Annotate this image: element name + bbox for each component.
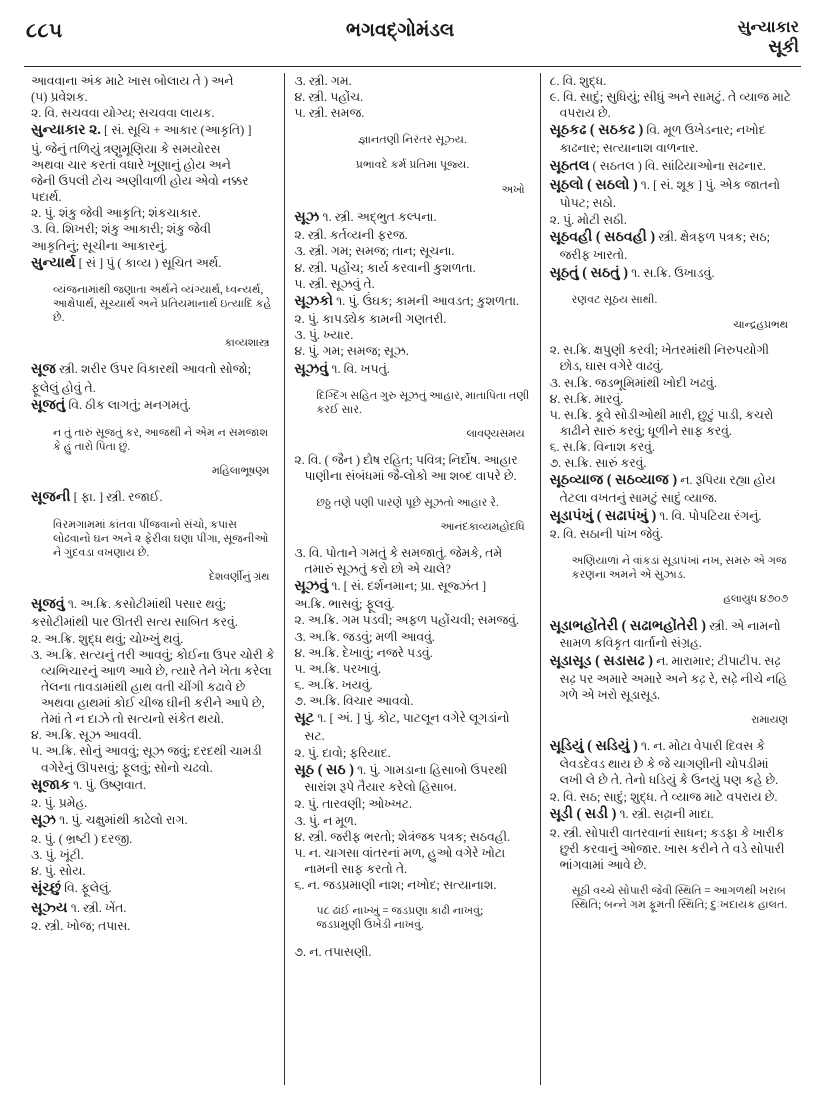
sense-line: પું. જેનું તળિયું ત્રણુમૂણિયા કે સમયોરસ (31, 141, 221, 156)
entry-definition: વિ. ઠીક લાગતું; મનગમતું. (65, 397, 192, 412)
entry-definition: ન. રૂપિયા રહ્યા હોય તેટલા વખતનું સામટું સાદું વ્યાજ. (559, 473, 776, 505)
sense-line: ૨. પું. તારવણી; ઓખ્ખટ. (294, 797, 413, 812)
sense-line: ૨. સ્ત્રી. ખોજ; તપાસ. (31, 919, 131, 934)
entry-headword: સૂડાસૂડ ( સડાસઢ ) (549, 653, 653, 670)
sense-line: ૭. સ.ક્રિ. સારું કરવું. (549, 456, 647, 471)
dictionary-entry (550, 228, 794, 263)
entry-definition: ૧. સ્ત્રી. ખેંત. (67, 900, 127, 915)
dictionary-entry (550, 157, 794, 175)
entry-headword: સૂજ (31, 361, 56, 378)
citation-quote: છઠ્ઠ તણે પણી પારણે પૂછે સૂઝતો આહાર રે. (316, 496, 499, 509)
entry-headword: સૂઝવું (294, 360, 329, 377)
citation-quote: ૫૮ ઢાંઈ નાખ્ખું = જડપ્રણા કાઢી નાખવું; જડપ્રમુણી ઉખેડી નાખવું. (316, 905, 484, 932)
sense-line: ૨. પું. ( ભ્રષ્ટી ) દરજી. (31, 831, 133, 846)
dictionary-entry (550, 176, 794, 211)
sense-line: અથવા ચાર કરતાં વધારે ખૂણાનું હોય અને (31, 157, 231, 172)
sense-line: ૪. પું. ગમ; સમજ; સૂઝ. (294, 344, 409, 359)
sense-line: ૩. વિ. પોતાને ગમતું કે સમજાતું. જેમકે, તમે તમારું સૂઝતું કરો છો એ ચાલે? (294, 545, 503, 576)
sense-line: ૫. સ્ત્રી. સૂઝવું તે. (294, 276, 375, 291)
running-head-line-2: સૂકી (768, 37, 799, 57)
entry-headword: સૂઠવહી ( સઠવહી ) (549, 229, 656, 246)
sense-line: ૬. અ.ક્રિ. ખયવું. (294, 677, 373, 692)
sense-line: ૭. ન. તપાસણી. (294, 944, 372, 959)
sense-line: ૩. અ.ક્રિ. સત્યનું તરી આવવું; કોઈના ઉપર ચોરી કે વ્યભિચારનું આળ આવે છે, ત્યારે તેને ખેતા કરેલા તેલના તાવડામાંથી હાથ વતી ચીંગી કઢાવે છે અથવા હાથમાં કોઈ ચીજ ઘીની કરીને આપે છે, તેમાં તે ન દાઝે તો સત્યનો સંકેત થયો. (31, 647, 275, 727)
sense-line: ૨. સ્ત્રી. કર્તવ્યની ફરજ. (294, 228, 408, 243)
entry-headword: સૂઝ્ય (31, 899, 68, 916)
sense-line: ૪. પું. સોય. (31, 864, 86, 878)
sense-line: ફૂલેલું હોવું તે. (31, 380, 96, 395)
dictionary-entry (550, 737, 794, 788)
entry-headword: સૂજની (31, 489, 71, 506)
sense-line: ૩. અ.ક્રિ. જડવું; મળી આવવું. (294, 629, 435, 644)
dictionary-entry (31, 879, 275, 897)
sense-line: ૨. વિ. સચવવા યોગ્ય; સચવવા લાયક. (31, 106, 215, 121)
entry-definition: [ સં ] પું ( કાવ્ય ) સૂચિત અર્થ. (75, 255, 222, 270)
entry-definition: સ્ત્રી. એ નામનો સામળ કવિકૃત વાર્તાનો સંગ્રહ. (559, 618, 781, 650)
sense-line: ૮. વિ. શુદ્ધ. (549, 74, 607, 88)
citation-source: લાવણ્યસમય (466, 428, 525, 441)
entry-headword: સૂઝવું (294, 577, 329, 594)
dictionary-entry (550, 264, 794, 282)
verse-line: જ્ઞાનતણી નિરંતર સૂઝ્ય. (358, 133, 467, 146)
sense-line: ૪. સ્ત્રી. જરીફ ભરતો; શેત્રંજક પત્રક; સઠવહી. (294, 829, 511, 844)
entry-definition: ૧. સ.ક્રિ. ઉખાડવું. (627, 265, 715, 280)
dictionary-entry (550, 652, 794, 703)
entry-definition: [ સં. સૂચિ + આકાર (આકૃતિ) ] (100, 123, 252, 138)
sense-line: જેની ઉપલી ટોચ અણીવાળી હોય એવો નક્કર (31, 174, 249, 189)
columns-container (22, 73, 803, 1085)
entry-headword: સુન્યાકાર ૨. (31, 122, 101, 139)
dictionary-entry (550, 471, 794, 506)
entry-headword: સુન્યાર્થ (31, 254, 76, 271)
sense-line: ૨. પું. શંકુ જેવી આકૃતિ; શંકચાકાર. (31, 206, 201, 221)
sense-line: ૨. વિ. સઠાની પાંખ જેવું. (549, 527, 663, 542)
sense-line: ૩. પું. ખૂંટી. (31, 847, 84, 862)
entry-definition: ૧. [ સં. શૂક ] પું. એક જાતનો પોપટ; સઠો. (559, 178, 781, 210)
dictionary-entry (294, 577, 530, 595)
entry-definition: ન. મારામાર; ટીપાટીપ. સઢ઼઼ સઢ઼ પર અમારે અમારે અને કઢ઼ રે, સઢ઼ે નીચે નહિ ગળે એ ખરો સૂડાસૂડ. (559, 654, 788, 702)
sense-line: આવવાના અંક માટે ખાસ બોલાય તે ) અને (31, 74, 234, 88)
entry-definition: ( સઠતલ ) વિ. સાંઢિયાઓના સઢનાર. (589, 158, 766, 173)
dictionary-entry (294, 208, 530, 226)
sense-line: ૬. ન. જડપ્રમાણી નાશ; નખોદ; સત્યાનાશ. (294, 878, 497, 893)
text-column-2 (284, 73, 540, 1085)
sense-line: ૩. પું. ખ્યાર. (294, 328, 354, 343)
entry-definition: વિ. મૂળ ઉખેડનાર; નખોદ કાઢનાર; સત્યાનાશ વાળનાર. (559, 123, 766, 155)
sense-line: ૨. સ.ક્રિ. ક્ષપુણી કરવી; ખેતરમાંથી નિરુપયોગી છોડ, ઘાસ વગેરે વાઢવું. (549, 343, 770, 374)
citation-source: હલાયુધ ૪૭૦૭ (723, 592, 788, 605)
citation-source: ચાન્દ્રહપ્રભથ (733, 318, 788, 331)
entry-headword: સૂડી ( સડી ) (549, 806, 617, 823)
entry-headword: સૂજવું (31, 596, 65, 613)
entry-headword: સૂડાભહોંતેરી ( સઢાભહોંતેરી ) (549, 617, 706, 634)
entry-definition: ૧. સ્ત્રી. સઢ઼ાની માદા. (616, 807, 714, 822)
entry-definition: ૧. પું. ગામડાના હિસાબો ઉપરથી સારાંશ રૂપે તૈયાર કરેલો હિસાબ. (304, 762, 508, 795)
dictionary-entry (550, 121, 794, 156)
sense-line: ૨. પું. પ્રમેહ. (31, 796, 88, 811)
entry-definition: ૧. સ્ત્રી. અદ્ભુત કલ્પના. (319, 209, 437, 224)
entry-definition: ૧. [ સં. દર્શનમાન; પ્રા. સૂજ્ઝંત ] (328, 578, 487, 593)
citation-source: દેશવર્ણીનું ગ્રંથ (208, 571, 270, 584)
sense-line: કસોટીમાંથી પાર ઊતરી સત્ય સાબિત કરવું. (31, 615, 238, 630)
entry-headword: સૂઝ (31, 812, 57, 829)
running-head-line-1: સુન્યાકાર (737, 19, 799, 36)
sense-line: ૭. અ.ક્રિ. વિચાર આવવો. (294, 694, 414, 708)
sense-line: ૨. પું. કાપડ્યેક કામની ગણતરી. (294, 312, 447, 327)
sense-line: ૨. પું. દાવો; ફરિયાદ. (294, 745, 391, 760)
citation-quote: વિરમગામમાં કાંતવા પીંજવાનો સંચો, કપાસ લોઢવાનો ઘન અને ૨ ફેરીવા ઘણા પીંગા, સૂજનીઓ ને ગુંદવડા વખણાય છે. (53, 519, 269, 560)
entry-definition: સ્ત્રી. ક્ષેત્રફળ પત્રક; સઠ; જરીફ ખારતો. (559, 230, 771, 262)
dictionary-entry (294, 292, 530, 310)
entry-definition: ૧. વિ. ખપતું. (328, 361, 390, 376)
entry-definition: ૧. ન. મોટા વેપારી દિવસ કે લેવડદેવડ થાય છે કે જે ચાગણીની ચોપડીમાં લખી લે છે તે. તેનો ધડિયું કે ઉનયું પણ કહે છે. (559, 739, 779, 787)
citation-quote: ન તું તારું સૂજતું કર, આજથી ને એમ ન સમજાશ કે હું તારો પિતા છું. (53, 426, 269, 453)
dictionary-entry (31, 811, 275, 829)
sense-line: ૨. વિ. સઠ; સાદું; શુદ્ધ. તે વ્યાજ માટે વપરાય છે. (549, 790, 778, 805)
sense-line: પદાર્થ. (31, 190, 62, 205)
dictionary-entry (31, 899, 275, 917)
entry-headword: સૂટ (294, 710, 315, 727)
entry-definition: વિ. ફૂલેલું. (61, 881, 112, 896)
sense-line: ૬. સ.ક્રિ. વિનાશ કરવું. (549, 440, 655, 455)
dictionary-entry (294, 709, 530, 744)
sense-line: ૩. વિ. શિખરી; શંકુ આકારી; શંકુ જેવી (31, 222, 212, 237)
citation-source: મહિલાભૂષણ્મ (212, 464, 270, 477)
citation-quote: દિગ્દિગ સહિત ગુરુ સૂઝતું આહાર, માતાપિતા તણી કરઈ સાર. (316, 390, 530, 417)
sense-line: ૪. અ.ક્રિ. દેખાવું; નજરે પડવું. (294, 645, 433, 660)
sense-line: ૨. પું. મોટી સઠી. (549, 212, 627, 227)
entry-definition: ૧. અ.ક્રિ. કસોટીમાંથી પસાર થવું; (64, 597, 226, 612)
book-title: ભગવદ્ગોમંડલ (345, 20, 455, 41)
entry-headword: સૂડિયું ( સડિયું ) (549, 738, 638, 755)
sense-line: ૪. સ.ક્રિ. મારવું. (549, 391, 624, 406)
entry-headword: સૂઝકો (294, 292, 333, 309)
citation-source: કાવ્યશાસ્ત્ર (224, 336, 270, 349)
entry-definition: ૧. વિ. પોપટિયા રંગનું. (656, 508, 762, 523)
sense-line: ૨. અ.ક્રિ. શુદ્ધ થવું; ચોખ્ખું થવું. (31, 631, 184, 646)
citation-quote: રણવટ સૂઠય સાથી. (571, 294, 658, 307)
citation-source: અખો (501, 184, 525, 197)
dictionary-entry (31, 254, 275, 272)
sense-line: ૨. અ.ક્રિ. ગમ પડવી; અફળ પહોંચવી; સમજવું. (294, 613, 519, 628)
sense-line: ૩. સ.ક્રિ. જડભૂમિમાંથી ખોદી ખઢવું. (549, 375, 717, 390)
entry-definition: ૧. [ અં. ] પું. કોટ, પાટલૂન વગેરે લૂગડાંનો સટ. (304, 711, 510, 743)
text-column-1 (22, 73, 284, 1085)
dictionary-entry (550, 617, 794, 652)
sense-line: ૫. સ્ત્રી. સમજ. (294, 106, 365, 121)
citation-quote: સૂઠી વચ્ચે સોપારી જેવી સ્થિતિ = આગળથી ખરાબ સ્થિતિ; બન્ને ગમ ફૂમતી સ્થિતિ; દુઃખદાયક હાલત. (571, 885, 788, 912)
running-head (738, 18, 800, 57)
entry-headword: સૂડાપંખું ( સઢાપંખું ) (549, 507, 657, 524)
sense-line: ૯. વિ. સાદું; સુધિયું; સીધું અને સામટું. તે વ્યાજ માટે વપરાય છે. (549, 90, 792, 121)
citation-quote: અણિયાળાં ને વાંકડાં સૂડાપંખાં નખ, સમરુ એ ગજ કરણના અમને એ સુઝાડ. (571, 554, 787, 581)
sense-line: (૫) પ્રવેશક. (31, 90, 88, 105)
verse-line: પ્રભાવદે કર્મ પ્રતિમા પૂજ્ય. (355, 159, 470, 172)
sense-line: ૩. પું. ન મૂળ. (294, 813, 357, 828)
folio-number: ૮૮૫ (26, 20, 63, 42)
sense-line: અ.ક્રિ. ભાસવું; ફૂલવું. (294, 597, 395, 612)
entry-headword: સૂંચ્છું (31, 880, 62, 897)
dictionary-entry (31, 776, 275, 794)
entry-headword: સૂઠવ્યાજ ( સઠવ્યાજ ) (549, 472, 678, 489)
text-column-3 (541, 73, 803, 1085)
sense-line: ૪. અ.ક્રિ. સૂઝ આવવી. (31, 728, 142, 743)
citation-quote: વ્યંજનામાંથી જણાતા અર્થને વ્યંગ્યાર્થ, ધ્વન્યર્થ, આક્ષેપાર્થ, સૂચ્યાર્થ અને પ્રતિયમાનાર્થ ઇત્યાદિ કહે છે. (53, 284, 272, 325)
entry-definition: [ ફા. ] સ્ત્રી. રજાઈ. (70, 490, 163, 505)
sense-line: ૨. વિ. ( જૈન ) દોષ રહિત; પવિત્ર; નિર્દોષ. આહાર પાણીના સંબંધમાં જૈ-લોકો આ શબ્દ વાપરે છે. (294, 453, 518, 484)
entry-headword: સૂજતું (31, 396, 66, 413)
entry-headword: સૂજાક (31, 776, 71, 793)
dictionary-entry (550, 805, 794, 823)
citation-source: આનંદકાવ્યમહોદધિ (440, 520, 525, 533)
sense-line: ૪. સ્ત્રી. પહોંચ; કાર્ય કરવાની કુશળતા. (294, 260, 476, 275)
entry-definition: ૧. પું. ઉંઘક; કામની આવડત; કુશળતા. (333, 293, 520, 308)
dictionary-entry (31, 488, 275, 506)
dictionary-entry (31, 595, 275, 613)
sense-line: ૫. અ.ક્રિ. સોનું આવવું; સૂઝ જવું; દરદથી ચામડી વગેરેનું ઊપસવું; ફૂલવું; સોનો ચઢવો. (31, 744, 262, 775)
entry-headword: સૂઠ ( સઠ ) (294, 761, 354, 778)
entry-definition: સ્ત્રી. શરીર ઉપર વિકારથી આવતો સોજો; (55, 362, 252, 377)
sense-line: ૪. સ્ત્રી. પહોંચ. (294, 90, 364, 105)
sense-line: ૩. સ્ત્રી. ગમ; સમજ; તાન; સૂચના. (294, 244, 455, 259)
sense-line: ૫. અ.ક્રિ. પરખાવું. (294, 661, 382, 676)
entry-definition: ૧. પું. ઉષ્ણવાત. (70, 777, 147, 792)
entry-headword: સૂઠતું ( સઠતું ) (549, 264, 628, 281)
dictionary-entry (31, 360, 275, 378)
sense-line: ૩. સ્ત્રી. ગમ. (294, 74, 352, 88)
dictionary-entry (31, 121, 275, 139)
sense-line: ૫. ન. ચાગસા વાંતરનાં મળ, હુઓ વગેરે ખોટા નામની સાફ કરતો તે. (294, 845, 506, 876)
dictionary-entry (294, 360, 530, 378)
entry-definition: ૧. પું. ચક્ષુમાંથી કાઢેલો રાગ. (56, 813, 188, 828)
header-divider (24, 66, 801, 67)
entry-headword: સૂઝ (294, 208, 320, 225)
page-header (22, 18, 803, 66)
dictionary-entry (31, 396, 275, 414)
entry-headword: સૂઠતલ (549, 157, 590, 174)
dictionary-entry (294, 761, 530, 796)
entry-headword: સૂઠલો ( સઠલો ) (549, 177, 638, 194)
entry-headword: સૂઠકઢ ( સઠકઢ ) (549, 122, 644, 139)
sense-line: ૫. સ.ક્રિ. કૂવે સોડીઓથી મારી, છુટું પાડી, કચરો કાઢીને સારું કરવું; ધૂળીને સાફ કરવું. (549, 407, 774, 438)
sense-line: આકૃતિનું; સૂચીના આકારનું. (31, 238, 168, 253)
citation-source: રામાયણ (751, 713, 788, 726)
sense-line: ૨. સ્ત્રી. સોપારી વાતરવાનાં સાધન; કડફા કે ખારીક છુરી કરવાનું ઓજાર. ખાસ કરીને તે વડે સોપારી ભાંગવામાં આવે છે. (549, 825, 785, 872)
dictionary-entry (550, 507, 794, 525)
